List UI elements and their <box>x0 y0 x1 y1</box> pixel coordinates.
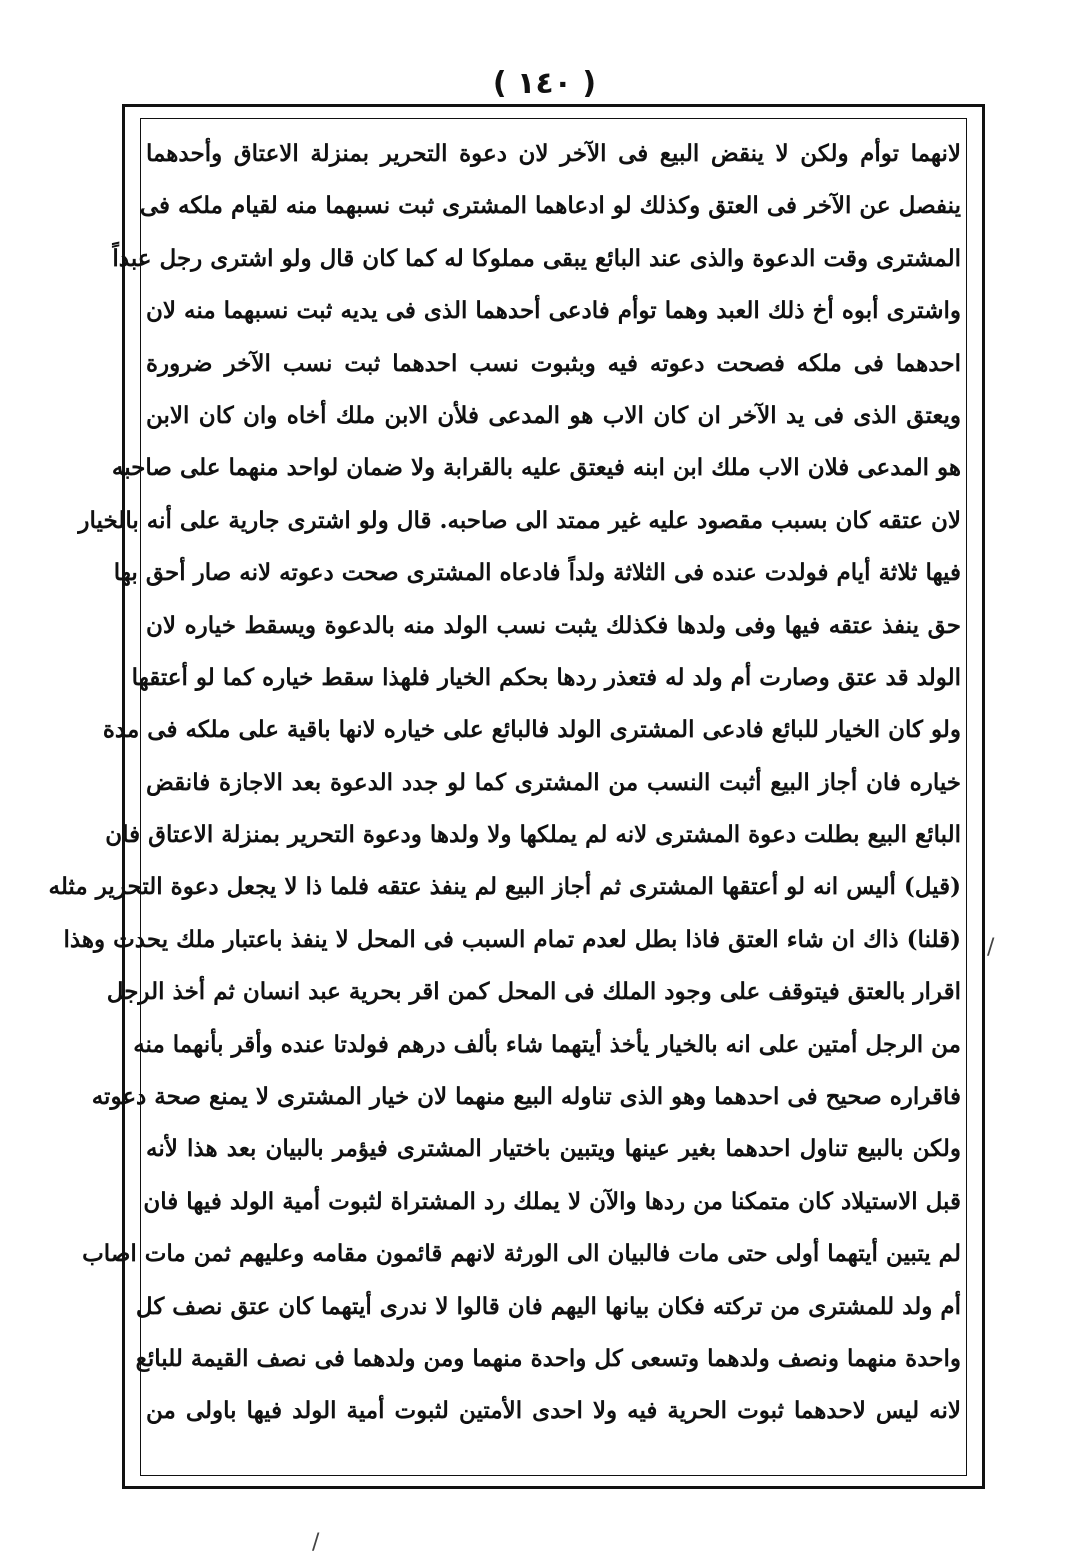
text-line-14: البائع البيع بطلت دعوة المشترى لانه لم يملكها ولا ولدها ودعوة التحرير بمنزلة الاعتاق فان <box>105 821 961 849</box>
text-line-9: فيها ثلاثة أيام فولدت عنده فى الثلاثة ولداً فادعاه المشترى صحت دعوته لانه صار أحق بها <box>113 559 961 587</box>
body-text <box>48 128 961 1468</box>
text-line-10: حق ينفذ عتقه فيها وفى ولدها فكذلك يثبت نسب الولد منه بالدعوة ويسقط خياره لان <box>146 611 961 639</box>
text-line-21: قبل الاستيلاد كان متمكنا من ردها والآن لا يملك رد المشتراة لثبوت أمية الولد فيها فان <box>143 1187 961 1215</box>
text-line-13: خياره فان أجاز البيع أثبت النسب من المشترى كما لو جدد الدعوة بعد الاجازة فانقض <box>146 768 961 796</box>
text-line-20: ولكن بالبيع تناول احدهما بغير عينها ويتبين باختيار المشترى فيؤمر بالبيان بعد هذا لأنه <box>146 1135 961 1163</box>
text-line-25: لانه ليس لاحدهما ثبوت الحرية فيه ولا احدى الأمتين لثبوت أمية الولد فيها باولى من <box>146 1397 961 1425</box>
text-line-17: اقرار بالعتق فيتوقف على وجود الملك فى المحل كمن اقر بحرية عبد انسان ثم أخذ الرجل <box>106 978 961 1006</box>
text-line-7: هو المدعى فلان الاب ملك ابن ابنه فيعتق عليه بالقرابة ولا ضمان لواحد منهما على صاحبه <box>111 454 961 482</box>
text-line-11: الولد قد عتق وصارت أم ولد له فتعذر ردها بحكم الخيار فلهذا سقط خياره كما لو أعتقها <box>131 663 961 691</box>
text-line-18: من الرجل أمتين على انه بالخيار يأخذ أيتهما شاء بألف درهم فولدتا عنده وأقر بأنهما منه <box>133 1030 961 1058</box>
text-line-15: (قيل) أليس انه لو أعتقها المشترى ثم أجاز البيع لم ينفذ عتقه فلما ذا لا يجعل دعوة التحرير مثله <box>48 873 961 901</box>
text-line-5: احدهما فى ملكه فصحت دعوته فيه وبثبوت نسب احدهما ثبت نسب الآخر ضرورة <box>146 349 961 377</box>
page-number: ( ١٤٠ ) <box>492 66 597 101</box>
text-line-8: لان عتقه كان بسبب مقصود عليه غير ممتد الى صاحبه. قال ولو اشترى جارية على أنه بالخيار <box>78 506 961 534</box>
text-line-12: ولو كان الخيار للبائع فادعى المشترى الولد فالبائع على خياره لانها باقية على ملكه فى مدة <box>102 716 961 744</box>
text-line-3: المشترى وقت الدعوة والذى عند البائع يبقى مملوكا له كما كان قال ولو اشترى رجل عبداً <box>112 244 961 272</box>
text-line-16: (قلنا) ذاك ان شاء العتق فاذا بطل لعدم تمام السبب فى المحل لا ينفذ باعتبار ملك يحدث وهذا <box>63 925 961 953</box>
text-line-4: واشترى أبوه أخ ذلك العبد وهما توأم فادعى أحدهما الذى فى يديه ثبت نسبهما منه لان <box>146 297 961 325</box>
margin-mark: / <box>987 935 995 960</box>
text-line-19: فاقراره صحيح فى احدهما وهو الذى تناوله البيع منهما لان خيار المشترى لا يمنع صحة دعوته <box>91 1083 961 1111</box>
text-line-22: لم يتبين أيتهما أولى حتى مات فالبيان الى الورثة لانهم قائمون مقامه وعليهم ثمن مات اصاب <box>82 1240 961 1268</box>
text-line-2: ينفصل عن الآخر فى العتق وكذلك لو ادعاهما المشترى ثبت نسبهما منه لقيام ملكه فى <box>139 192 961 220</box>
text-line-6: ويعتق الذى فى يد الآخر ان كان الاب هو المدعى فلأن الابن ملك أخاه وان كان الابن <box>146 401 961 429</box>
footer-mark: / <box>312 1530 320 1555</box>
text-line-1: لانهما توأم ولكن لا ينقض البيع فى الآخر لان دعوة التحرير بمنزلة الاعتاق وأحدهما <box>146 140 961 167</box>
text-line-23: أم ولد للمشترى من تركته فكان بيانها اليهم فان قالوا لا ندرى أيتهما كان عتق نصف كل <box>135 1292 961 1320</box>
text-line-24: واحدة منهما ونصف ولدهما وتسعى كل واحدة منهما ومن ولدهما فى نصف القيمة للبائع <box>135 1344 961 1372</box>
